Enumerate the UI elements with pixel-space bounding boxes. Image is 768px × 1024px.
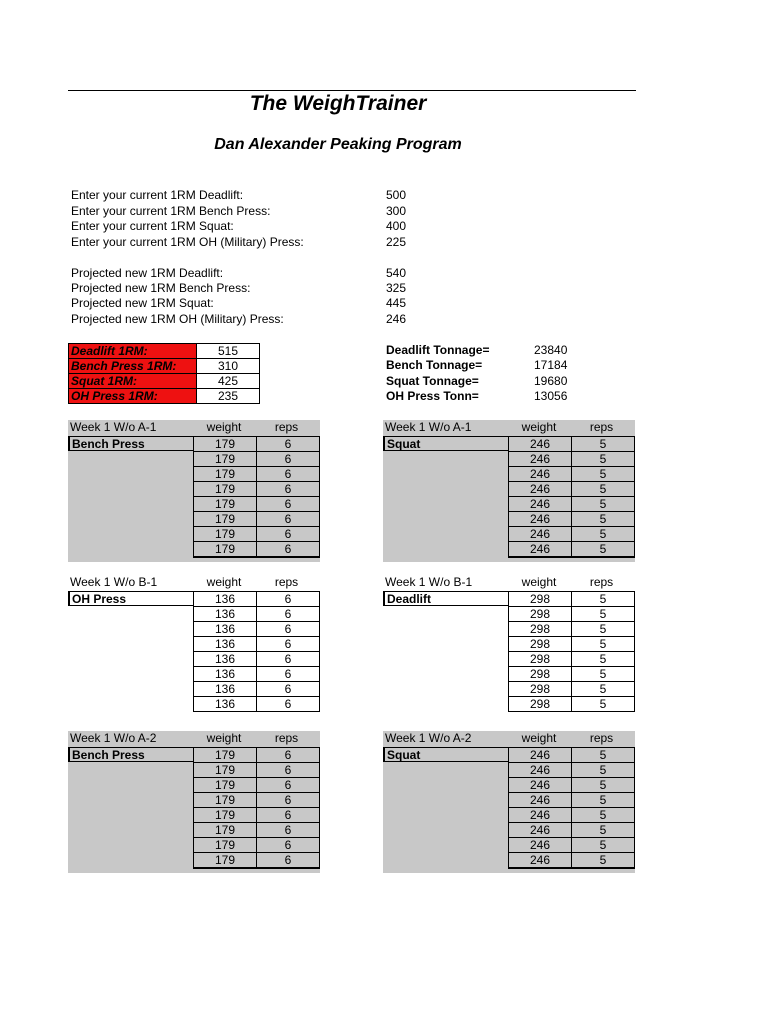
table-row [509, 497, 635, 512]
table-row [194, 637, 320, 652]
set-weight: 179 [194, 793, 257, 808]
set-reps: 5 [572, 808, 635, 823]
set-weight: 136 [194, 682, 257, 697]
set-weight: 246 [509, 853, 572, 869]
set-weight: 179 [194, 452, 257, 467]
set-reps: 5 [572, 667, 635, 682]
input-label-bench: Enter your current 1RM Bench Press: [71, 204, 271, 218]
weight-header: weight [521, 575, 557, 589]
set-weight: 298 [509, 622, 572, 637]
set-reps: 6 [257, 452, 320, 467]
set-reps: 6 [257, 437, 320, 452]
weight-header: weight [521, 420, 557, 434]
set-reps: 6 [257, 467, 320, 482]
set-reps: 5 [572, 482, 635, 497]
table-row [509, 838, 635, 853]
reps-header: reps [274, 575, 299, 589]
page-subtitle: Dan Alexander Peaking Program [214, 136, 462, 153]
table-row [509, 853, 635, 869]
set-reps: 6 [257, 622, 320, 637]
set-weight: 136 [194, 637, 257, 652]
table-row [509, 607, 635, 622]
set-reps: 5 [572, 512, 635, 527]
exercise-name: Squat [383, 747, 509, 762]
sets-table [193, 436, 320, 558]
set-reps: 6 [257, 542, 320, 558]
reps-header: reps [589, 575, 614, 589]
tonnage-value-deadlift: 23840 [534, 343, 568, 357]
exercise-name: Bench Press [68, 436, 194, 451]
set-reps: 5 [572, 823, 635, 838]
set-reps: 5 [572, 527, 635, 542]
table-row [194, 748, 320, 763]
table-row [509, 512, 635, 527]
set-weight: 246 [509, 452, 572, 467]
set-reps: 6 [257, 667, 320, 682]
weight-header: weight [521, 731, 557, 745]
top-rule [68, 90, 636, 91]
set-weight: 179 [194, 748, 257, 763]
set-weight: 136 [194, 652, 257, 667]
table-row [194, 778, 320, 793]
set-reps: 6 [257, 637, 320, 652]
set-reps: 6 [257, 853, 320, 869]
one-rm-label: OH Press 1RM: [69, 389, 197, 404]
table-row [509, 823, 635, 838]
workout-a2-bench [68, 731, 320, 873]
input-value-ohpress[interactable]: 225 [386, 235, 407, 249]
tonnage-label-deadlift: Deadlift Tonnage= [386, 343, 490, 357]
workout-a1-bench [68, 420, 320, 562]
set-weight: 246 [509, 823, 572, 838]
set-weight: 298 [509, 637, 572, 652]
table-row [194, 667, 320, 682]
projected-value-deadlift: 540 [386, 266, 407, 280]
set-reps: 5 [572, 697, 635, 712]
tonnage-value-squat: 19680 [534, 374, 568, 388]
table-row [509, 808, 635, 823]
weight-header: weight [206, 420, 242, 434]
table-row [194, 697, 320, 712]
workout-heading: Week 1 W/o A-1 [385, 420, 472, 434]
set-weight: 246 [509, 437, 572, 452]
set-weight: 179 [194, 497, 257, 512]
set-weight: 298 [509, 697, 572, 712]
table-row [509, 452, 635, 467]
table-row [69, 389, 260, 404]
set-reps: 5 [572, 592, 635, 607]
set-weight: 246 [509, 763, 572, 778]
set-reps: 5 [572, 652, 635, 667]
set-reps: 6 [257, 592, 320, 607]
set-weight: 298 [509, 667, 572, 682]
sets-table [508, 436, 635, 558]
projected-label-bench: Projected new 1RM Bench Press: [71, 281, 251, 295]
set-weight: 298 [509, 682, 572, 697]
set-weight: 246 [509, 542, 572, 558]
set-reps: 5 [572, 437, 635, 452]
set-reps: 6 [257, 512, 320, 527]
table-row [509, 763, 635, 778]
set-weight: 179 [194, 527, 257, 542]
table-row [69, 344, 260, 359]
exercise-name: Bench Press [68, 747, 194, 762]
table-row [194, 622, 320, 637]
one-rm-label: Bench Press 1RM: [69, 359, 197, 374]
projected-label-ohpress: Projected new 1RM OH (Military) Press: [71, 312, 284, 326]
exercise-name: OH Press [68, 591, 194, 606]
one-rm-table [68, 343, 260, 404]
workout-heading: Week 1 W/o A-1 [70, 420, 157, 434]
tonnage-label-squat: Squat Tonnage= [386, 374, 479, 388]
set-weight: 179 [194, 853, 257, 869]
set-weight: 298 [509, 592, 572, 607]
workout-a1-squat [383, 420, 635, 562]
workout-a2-squat [383, 731, 635, 873]
one-rm-value: 235 [197, 389, 260, 404]
table-row [194, 793, 320, 808]
set-reps: 6 [257, 763, 320, 778]
set-reps: 6 [257, 697, 320, 712]
exercise-name: Squat [383, 436, 509, 451]
set-weight: 246 [509, 512, 572, 527]
projected-label-squat: Projected new 1RM Squat: [71, 296, 214, 310]
set-reps: 6 [257, 497, 320, 512]
sets-table [193, 591, 320, 712]
set-weight: 246 [509, 482, 572, 497]
one-rm-value: 515 [197, 344, 260, 359]
input-value-squat[interactable]: 400 [386, 219, 407, 233]
sets-table [508, 591, 635, 712]
table-row [194, 652, 320, 667]
set-reps: 6 [257, 808, 320, 823]
set-weight: 298 [509, 652, 572, 667]
set-reps: 6 [257, 682, 320, 697]
table-row [194, 467, 320, 482]
set-reps: 5 [572, 763, 635, 778]
table-row [194, 482, 320, 497]
table-row [509, 637, 635, 652]
input-value-deadlift[interactable]: 500 [386, 188, 407, 202]
set-reps: 6 [257, 748, 320, 763]
table-row [509, 622, 635, 637]
set-weight: 246 [509, 808, 572, 823]
input-label-deadlift: Enter your current 1RM Deadlift: [71, 188, 244, 202]
input-value-bench[interactable]: 300 [386, 204, 407, 218]
workout-b1-ohpress [68, 575, 320, 717]
table-row [194, 542, 320, 558]
table-row [194, 497, 320, 512]
one-rm-value: 425 [197, 374, 260, 389]
set-reps: 5 [572, 793, 635, 808]
set-reps: 5 [572, 637, 635, 652]
set-weight: 246 [509, 497, 572, 512]
weight-header: weight [206, 731, 242, 745]
set-weight: 136 [194, 622, 257, 637]
set-reps: 6 [257, 527, 320, 542]
reps-header: reps [589, 420, 614, 434]
projected-value-squat: 445 [386, 296, 407, 310]
table-row [194, 592, 320, 607]
input-label-squat: Enter your current 1RM Squat: [71, 219, 234, 233]
workout-heading: Week 1 W/o B-1 [385, 575, 473, 589]
table-row [194, 452, 320, 467]
table-row [194, 823, 320, 838]
set-weight: 179 [194, 467, 257, 482]
one-rm-value: 310 [197, 359, 260, 374]
input-label-ohpress: Enter your current 1RM OH (Military) Press: [71, 235, 304, 249]
one-rm-label: Deadlift 1RM: [69, 344, 197, 359]
set-weight: 179 [194, 437, 257, 452]
table-row [509, 527, 635, 542]
workout-b1-deadlift [383, 575, 635, 717]
set-weight: 136 [194, 607, 257, 622]
sets-table [508, 747, 635, 869]
table-row [509, 482, 635, 497]
table-row [69, 374, 260, 389]
table-row [194, 763, 320, 778]
projected-value-bench: 325 [386, 281, 407, 295]
reps-header: reps [274, 731, 299, 745]
sets-table [193, 747, 320, 869]
set-weight: 246 [509, 793, 572, 808]
table-row [509, 697, 635, 712]
page-title: The WeighTrainer [249, 92, 427, 115]
set-reps: 5 [572, 497, 635, 512]
one-rm-label: Squat 1RM: [69, 374, 197, 389]
set-weight: 179 [194, 512, 257, 527]
table-row [194, 838, 320, 853]
set-reps: 5 [572, 838, 635, 853]
set-weight: 136 [194, 592, 257, 607]
set-weight: 179 [194, 542, 257, 558]
set-weight: 246 [509, 748, 572, 763]
tonnage-label-bench: Bench Tonnage= [386, 358, 483, 372]
tonnage-value-bench: 17184 [534, 358, 568, 372]
reps-header: reps [274, 420, 299, 434]
set-weight: 179 [194, 823, 257, 838]
set-reps: 6 [257, 652, 320, 667]
exercise-name: Deadlift [383, 591, 509, 606]
set-weight: 136 [194, 697, 257, 712]
set-reps: 6 [257, 838, 320, 853]
table-row [509, 652, 635, 667]
table-row [194, 607, 320, 622]
table-row [194, 512, 320, 527]
set-reps: 6 [257, 823, 320, 838]
set-weight: 136 [194, 667, 257, 682]
set-weight: 246 [509, 778, 572, 793]
set-reps: 6 [257, 778, 320, 793]
set-weight: 179 [194, 763, 257, 778]
table-row [509, 467, 635, 482]
set-reps: 5 [572, 452, 635, 467]
set-reps: 6 [257, 607, 320, 622]
table-row [194, 527, 320, 542]
projected-label-deadlift: Projected new 1RM Deadlift: [71, 266, 224, 280]
set-reps: 6 [257, 482, 320, 497]
table-row [69, 359, 260, 374]
projected-value-ohpress: 246 [386, 312, 407, 326]
table-row [509, 793, 635, 808]
table-row [194, 853, 320, 869]
set-weight: 179 [194, 838, 257, 853]
set-reps: 5 [572, 467, 635, 482]
set-weight: 246 [509, 467, 572, 482]
set-reps: 5 [572, 853, 635, 869]
set-weight: 246 [509, 527, 572, 542]
set-reps: 5 [572, 542, 635, 558]
set-reps: 5 [572, 682, 635, 697]
table-row [509, 748, 635, 763]
set-weight: 179 [194, 778, 257, 793]
table-row [509, 778, 635, 793]
table-row [194, 437, 320, 452]
set-reps: 5 [572, 748, 635, 763]
set-weight: 179 [194, 482, 257, 497]
table-row [194, 808, 320, 823]
set-reps: 5 [572, 607, 635, 622]
table-row [509, 667, 635, 682]
workout-heading: Week 1 W/o A-2 [385, 731, 472, 745]
table-row [509, 592, 635, 607]
table-row [509, 437, 635, 452]
tonnage-label-ohpress: OH Press Tonn= [386, 389, 479, 403]
set-reps: 5 [572, 778, 635, 793]
set-reps: 6 [257, 793, 320, 808]
table-row [509, 682, 635, 697]
workout-heading: Week 1 W/o A-2 [70, 731, 157, 745]
set-weight: 246 [509, 838, 572, 853]
tonnage-value-ohpress: 13056 [534, 389, 568, 403]
table-row [194, 682, 320, 697]
set-weight: 298 [509, 607, 572, 622]
weight-header: weight [206, 575, 242, 589]
set-reps: 5 [572, 622, 635, 637]
table-row [509, 542, 635, 558]
reps-header: reps [589, 731, 614, 745]
set-weight: 179 [194, 808, 257, 823]
workout-heading: Week 1 W/o B-1 [70, 575, 158, 589]
